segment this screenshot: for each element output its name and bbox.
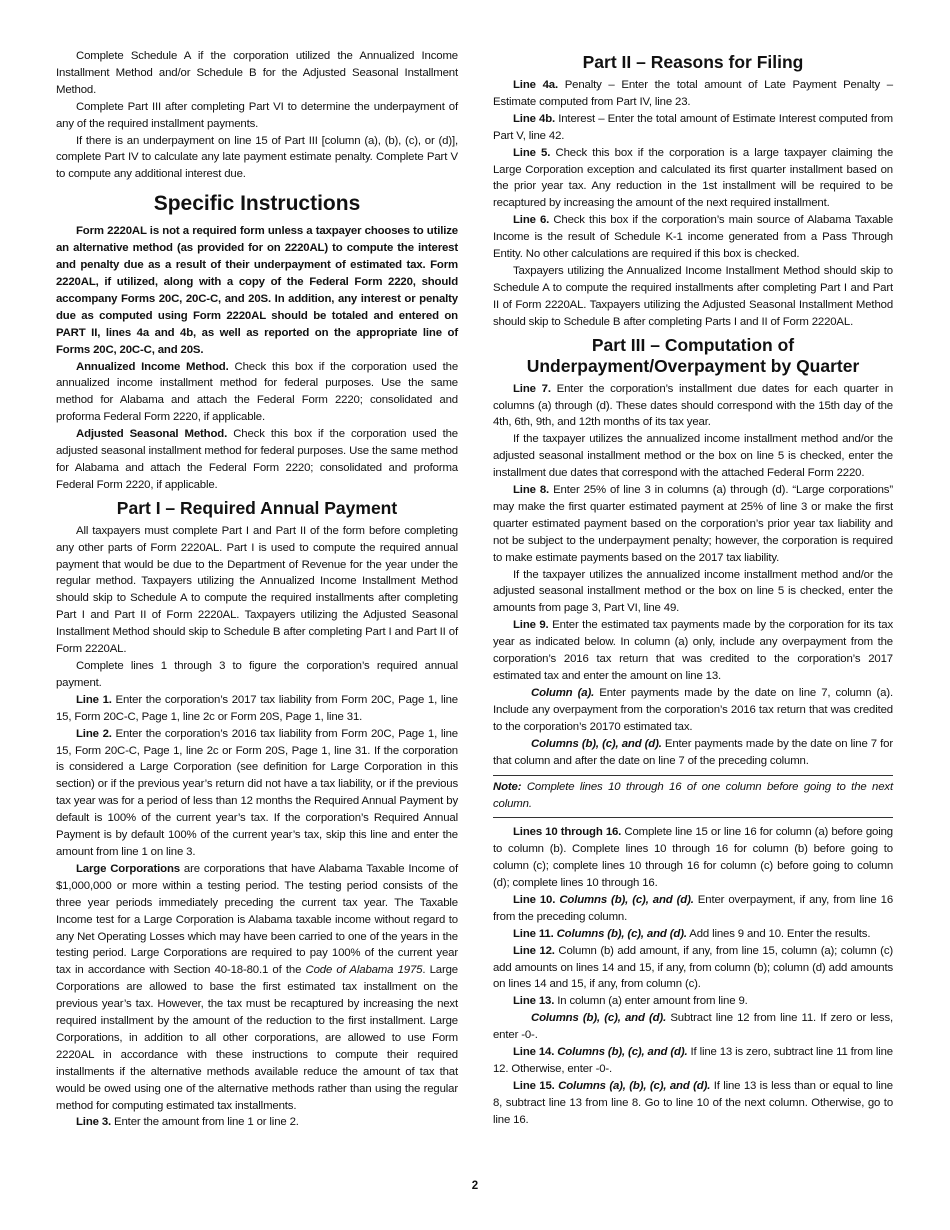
left-column xyxy=(56,48,458,1131)
columns-bcd-label: Columns (b), (c), and (d). xyxy=(531,737,662,750)
column-a-text: Enter payments made by the date on line 7, column (a). Include any overpayment from the corporation’s 2016 tax return that was credited to the corporation’s 20170 estimated tax. xyxy=(493,686,894,733)
line5-paragraph xyxy=(493,145,893,213)
line3-paragraph xyxy=(56,1114,458,1131)
line12-paragraph xyxy=(493,943,893,994)
line1-label: Line 1. xyxy=(76,693,112,706)
adjusted-seasonal-method-label: Adjusted Seasonal Method. xyxy=(76,428,228,441)
line12-text: Column (b) add amount, if any, from line 15, column (a); column (c) add amounts on lines 14 and 15, if any, from column (b); column (d) add amounts on lines 14 and 15, if any, from column (c). xyxy=(493,944,894,991)
line13-columns: Columns (b), (c), and (d). xyxy=(531,1012,667,1025)
column-a-paragraph xyxy=(493,685,893,736)
line4b-text: Interest – Enter the total amount of Estimate Interest computed from Part V, line 42. xyxy=(493,112,893,142)
part3-heading-line1: Part III – Computation of xyxy=(591,334,795,355)
intro-paragraph: If there is an underpayment on line 15 of Part III [column (a), (b), (c), or (d)], complete Part IV to calculate any late payment estimate penalty. Complete Part V to compute any additional interest due. xyxy=(56,134,458,181)
lines10-16-label: Lines 10 through 16. xyxy=(513,826,622,839)
part1-heading: Part I – Required Annual Payment xyxy=(116,497,398,518)
line1-text: Enter the corporation’s 2017 tax liability from Form 20C, Page 1, line 15, Form 20C-C, Page 1, line 2c or Form 20S, Page 1, line 31. xyxy=(56,693,458,723)
large-corporations-text: are corporations that have Alabama Taxable Income of $1,000,000 or more within a testing period. The testing period consists of the three year periods immediately preceding the current tax year. The Taxable Income test for a Large Corporation is Alabama taxable income without regard to any Net Operating Losses which may have been carried to one of the years in the testing period. Large Corporations are required to pay 100% of the current year tax in accordance with Section 40-18-80.1 of the xyxy=(56,862,458,977)
line2-label: Line 2. xyxy=(76,727,112,740)
line15-text: If line 13 is less than or equal to line 8, subtract line 13 from line 8. Go to line 10 of the next column. Otherwise, go to line 16. xyxy=(493,1079,893,1126)
code-of-alabama-reference: Code of Alabama 1975 xyxy=(305,964,423,977)
columns-bcd-paragraph xyxy=(493,736,893,770)
line12-label: Line 12. xyxy=(513,944,555,957)
line14-columns: Columns (b), (c), and (d). xyxy=(554,1046,688,1059)
line3-label: Line 3. xyxy=(76,1116,112,1129)
column-a-label: Column (a). xyxy=(531,686,595,699)
line6-text: Check this box if the corporation’s main source of Alabama Taxable Income is the result of Schedule K-1 income generated from a Pass Through Entity. No other calculations are required if this box is checked. xyxy=(493,214,894,261)
line8-paragraph xyxy=(493,482,893,567)
line6-paragraph xyxy=(493,212,893,263)
annualized-income-method-text: Check this box if the corporation used the annualized income installment method for federal purposes. Use the same method for Alabama and attach the Federal Form 2220; consolidated and proforma Federal Form 2220, if applicable. xyxy=(56,360,458,424)
line7-label: Line 7. xyxy=(513,382,551,395)
columns-bcd-text: Enter payments made by the date on line 7 for that column and after the date on line 7 of the preceding column. xyxy=(493,737,893,767)
intro-paragraph: Complete Schedule A if the corporation utilized the Annualized Income Installment Method and/or Schedule B for the Adjusted Seasonal Installment Method. xyxy=(56,50,458,96)
line13-label: Line 13. xyxy=(513,995,555,1008)
intro-paragraph: Complete Part III after completing Part VI to determine the underpayment of any of the required installment payments. xyxy=(56,100,458,130)
line10-paragraph xyxy=(493,892,893,926)
line15-label: Line 15. xyxy=(513,1079,555,1092)
annualized-income-method-paragraph xyxy=(56,359,458,427)
line5-text: Check this box if the corporation is a large taxpayer claiming the Large Corporation exception and calculated its first quarter installment based on the prior year tax. Any reduction in the 1st installment will be required to be recaptured by increasing the amount of the next required installment. xyxy=(493,146,894,210)
line11-paragraph xyxy=(493,926,893,943)
line9-text: Enter the estimated tax payments made by the corporation for its tax year as indicated below. In column (a) only, include any overpayment from the corporation’s 2016 tax return that was credited to the corporation’s 2017 estimated tax and enter the amount on line 13. xyxy=(493,619,893,682)
line6-label: Line 6. xyxy=(513,214,550,227)
part2-paragraph: Taxpayers utilizing the Annualized Income Installment Method should skip to Schedule A to compute the required installments after completing Part I and Part II of Form 2220AL. Taxpayers utilizing the Adjusted Seasonal Installment Method should skip to Schedule B after completing Parts I and II of Form 2220AL. xyxy=(493,264,893,328)
part1-paragraph: Complete lines 1 through 3 to figure the corporation’s required annual payment. xyxy=(56,660,458,689)
note-text: Complete lines 10 through 16 of one column before going to the next column. xyxy=(493,781,893,811)
line4b-label: Line 4b. xyxy=(513,112,556,125)
line5-label: Line 5. xyxy=(513,146,551,159)
line14-paragraph xyxy=(493,1044,893,1078)
line8-paragraph-2: If the taxpayer utilizes the annualized income installment method and/or the adjusted seasonal installment method or the box on line 5 is checked, enter the amounts from page 3, Part VI, line 49. xyxy=(493,568,893,615)
line13-paragraph xyxy=(493,993,893,1010)
lines10-16-paragraph xyxy=(493,824,893,892)
line13-columns-paragraph xyxy=(493,1010,893,1044)
part2-heading: Part II – Reasons for Filing xyxy=(582,52,804,72)
line1-paragraph xyxy=(56,692,458,726)
specific-instructions-bold-paragraph: Form 2220AL is not a required form unless a taxpayer chooses to utilize an alternative method (as provided for on 2220AL) to compute the interest and penalty due as a result of their underpayment of estimated tax. Form 2220AL, if utilized, along with a copy of the Federal Form 2220, should accompany Forms 20C, 20C-C, and 20S. In addition, any interest or penalty due as computed using Form 2220AL should be totaled and entered on PART II, lines 4a and 4b, as well as reported on the appropriate line of Forms 20C, 20C-C, and 20S. xyxy=(56,225,458,356)
line2-text: Enter the corporation’s 2016 tax liability from Form 20C, Page 1, line 15, Form 20C-C, Page 1, line 2c or Form 20S, Page 1, line 31. If the corporation is considered a Large Corporation (see definition for Large Corporation in this section) or if the previous year’s return did not have a tax liability, or if the previous tax year was for a period of less than 12 months the Required Annual Payment by default is 100% of the current year’s tax. If the corporation’s Required Annual Payment is by default 100% of the current year’s tax, skip this line and enter the amount from line 1 on line 3. xyxy=(56,727,458,858)
lines10-16-text: Complete line 15 or line 16 for column (a) before going to column (b). Complete lines 10 through 16 for column (b) before going to column (c); complete lines 10 through 16 for column (c) before going to column (d); complete lines 10 through 16. xyxy=(493,826,893,889)
line14-text: If line 13 is zero, subtract line 11 from line 12. Otherwise, enter -0-. xyxy=(493,1046,893,1075)
line7-paragraph-2: If the taxpayer utilizes the annualized income installment method and/or the adjusted seasonal installment method or the box on line 5 is checked, enter the installment due dates that correspond with the attached Federal Form 2220. xyxy=(493,433,893,480)
specific-instructions-heading: Specific Instructions xyxy=(153,192,361,216)
line4a-paragraph xyxy=(493,77,893,111)
line9-paragraph xyxy=(493,617,893,685)
line11-columns: Columns (b), (c), and (d). xyxy=(553,927,687,940)
adjusted-seasonal-method-paragraph xyxy=(56,426,458,494)
adjusted-seasonal-method-text: Check this box if the corporation used the adjusted seasonal installment method for federal purposes. Use the same method for Alabama and attach the Federal Form 2220; consolidated and proforma Federal Form 2220, if applicable. xyxy=(56,428,458,491)
large-corporations-text-continued: . Large Corporations are allowed to base the first estimated tax installment on the previous year’s tax. However, the tax must be recaptured by increasing the next required installment by the amount of the reduction to the first installment. Large Corporations, in addition to all other corporations, are allowed to use Form 2220AL in accordance with these instructions to compute their required installments if the alternative methods available reduce the amount of tax that would be owed using one of the alternative methods rather than using the regular method for computing estimated tax installments. xyxy=(56,964,458,1112)
line7-text: Enter the corporation’s installment due dates for each quarter in columns (a) through (d). These dates should correspond with the 15th day of the 4th, 6th, 9th, and 12th months of its tax year. xyxy=(493,382,894,429)
line4a-text: Penalty – Enter the total amount of Late Payment Penalty – Estimate computed from Part IV, line 23. xyxy=(493,79,893,108)
line2-paragraph xyxy=(56,726,458,861)
large-corporations-paragraph xyxy=(56,861,458,1115)
line15-columns: Columns (a), (b), (c), and (d). xyxy=(554,1079,711,1092)
line15-paragraph xyxy=(493,1078,893,1129)
line10-label: Line 10. xyxy=(513,893,556,906)
line10-columns: Columns (b), (c), and (d). xyxy=(555,893,694,906)
part1-paragraph: All taxpayers must complete Part I and Part II of the form before completing any other parts of Form 2220AL. Part I is used to compute the required annual payment that would be due to the Department of Revenue for the year under the regular method. Taxpayers utilizing the Annualized Income Installment Method should skip to Schedule A to compute the required installments after completing Part I and Part II of Form 2220AL. Taxpayers utilizing the Adjusted Seasonal Installment Method should skip to Schedule B after completing Part I and Part II of Form 2220AL. xyxy=(56,524,458,656)
line13-text: In column (a) enter amount from line 9. xyxy=(554,995,748,1008)
line3-text: Enter the amount from line 1 or line 2. xyxy=(111,1116,299,1129)
line10-text: Enter overpayment, if any, from line 16 from the preceding column. xyxy=(493,893,894,923)
page-number: 2 xyxy=(471,1180,479,1192)
line4b-paragraph xyxy=(493,111,893,145)
note-box xyxy=(493,775,893,818)
part3-heading xyxy=(493,335,893,377)
line8-label: Line 8. xyxy=(513,484,550,497)
line4a-label: Line 4a. xyxy=(513,79,558,91)
line13-columns-text: Subtract line 12 from line 11. If zero or less, enter -0-. xyxy=(493,1012,893,1042)
line14-label: Line 14. xyxy=(513,1046,555,1059)
line7-paragraph xyxy=(493,381,893,432)
note-label: Note: xyxy=(493,781,522,794)
large-corporations-label: Large Corporations xyxy=(76,862,180,875)
part3-heading-line2: Underpayment/Overpayment by Quarter xyxy=(526,355,860,376)
line8-text: Enter 25% of line 3 in columns (a) through (d). “Large corporations” may make the first quarter estimated payment at 25% of line 3 or make the first quarter estimated payment based on the corporation’s prior year tax liability and not be subject to the underpayment penalty; however, the corporation is required to make estimate payments based on the 2017 tax liability. xyxy=(493,484,893,564)
right-column xyxy=(493,52,893,1129)
annualized-income-method-label: Annualized Income Method. xyxy=(76,360,229,373)
line11-text: Add lines 9 and 10. Enter the results. xyxy=(686,927,871,940)
line9-label: Line 9. xyxy=(513,619,549,632)
line11-label: Line 11. xyxy=(513,927,554,940)
